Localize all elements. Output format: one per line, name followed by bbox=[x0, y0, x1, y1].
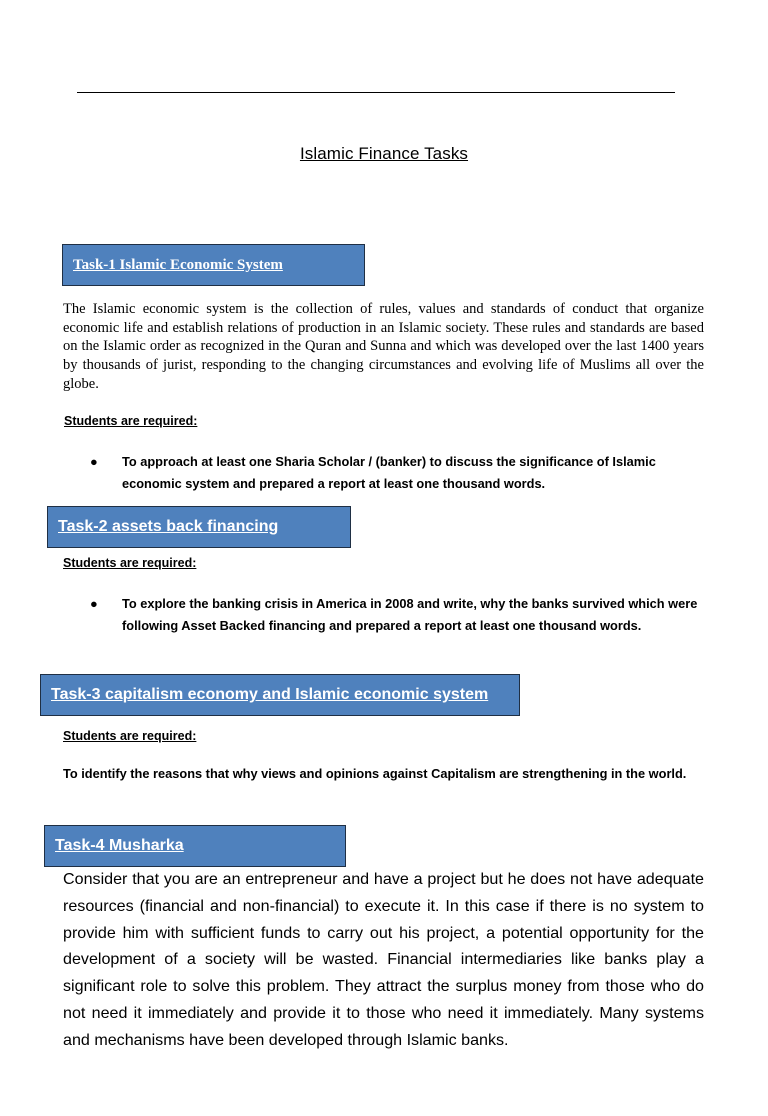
top-horizontal-rule bbox=[77, 92, 675, 93]
page-title: Islamic Finance Tasks bbox=[299, 144, 469, 163]
task-4-body: Consider that you are an entrepreneur and have a project but he does not have adequate resources (financial and non-financial) to execute it. In this case if there is no system to provide him with sufficient funds to carry out his project, a potential opportunity for the development of a society will be wasted. Financial intermediaries like banks play a significant role to solve this problem. They attract the surplus money from those who do not need it immediately and provide it to those who need it immediately. Many systems and mechanisms have been developed through Islamic banks. bbox=[63, 870, 704, 1049]
task-2-required-label: Students are required: bbox=[63, 556, 197, 570]
task-3-required-label: Students are required: bbox=[63, 729, 197, 743]
task-2-bullet-item bbox=[90, 593, 704, 637]
task-1-bullet-item bbox=[90, 451, 704, 495]
task-4-heading: Task-4 Musharka bbox=[44, 825, 346, 867]
task-1-body: The Islamic economic system is the collection of rules, values and standards of conduct that organize economic life and establish relations of production in an Islamic society. These rules and standards are based on the Islamic order as recognized in the Quran and Sunna and which was developed over the last 1400 years by thousands of jurist, responding to the changing circumstances and evolving life of Muslims all over the globe. bbox=[63, 301, 704, 392]
task-2-bullet-text: To explore the banking crisis in America in 2008 and write, why the banks survived which were following Asset Backed financing and prepared a report at least one thousand words. bbox=[122, 596, 698, 633]
bullet-icon: ● bbox=[90, 596, 98, 611]
task-1-heading: Task-1 Islamic Economic System bbox=[62, 244, 365, 286]
task-3-heading: Task-3 capitalism economy and Islamic economic system bbox=[40, 674, 520, 716]
bullet-icon: ● bbox=[90, 454, 98, 469]
task-1-required-label: Students are required: bbox=[64, 414, 198, 428]
task-1-bullet-text: To approach at least one Sharia Scholar / (banker) to discuss the significance of Islamic economic system and prepared a report at least one thousand words. bbox=[122, 454, 656, 491]
task-3-body: To identify the reasons that why views and opinions against Capitalism are strengthening in the world. bbox=[63, 766, 687, 781]
task-2-heading: Task-2 assets back financing bbox=[47, 506, 351, 548]
